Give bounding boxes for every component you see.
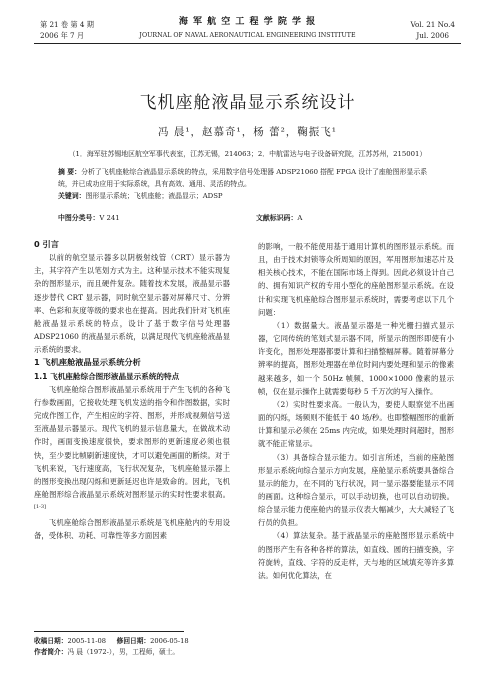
- abstract: [58, 166, 438, 202]
- revised-date: 2006-05-18: [150, 637, 189, 645]
- right-paragraph-2: （1）数据量大。液晶显示器是一种光栅扫描式显示器，它同传统的笔划式显示器不同，所显示的图形即使有小许变化，图形处理器都要计算和扫描整幅屏幕。随着屏幕分辨率的提高，图形处理器在单位时间内要处理和显示的像素越来越多，如一个 50Hz 帧频、1000×1000 像素的显示帧，仅在显示操作上就需要每秒 5 千万次的写入操作。: [258, 320, 454, 396]
- section-0-paragraph: 以前的航空显示器多以阴极射线管（CRT）显示器为主，其字符产生以笔划方式为主。这种显示技术不能实现复杂的图形显示，而且硬件复杂。随着技术发展，液晶显示器逐步替代 CRT 显示器，同时航空显示器对屏幕尺寸、分辨率、色彩和灰度等级的要求也在提高。因此我们针对飞机座舱液晶显示系统的特点，设计了基于数字信号处理器 ADSP21060 的液晶显示系统，以满足现代飞机座舱液晶显示系统的要求。: [34, 253, 230, 355]
- footnote-dates: [34, 636, 189, 647]
- received-label: 收稿日期：: [34, 637, 68, 645]
- keywords-line: [58, 190, 438, 202]
- issue-date-en: Jul. 2006: [416, 31, 449, 40]
- journal-title-en: JOURNAL OF NAVAL AERONAUTICAL ENGINEERING INSTITUTE: [139, 32, 356, 39]
- volume-issue: 第 21 卷 第 4 期: [40, 20, 94, 29]
- section-1-1-text: 飞机座舱综合图形液晶显示系统用于产生飞机的各种飞行参数画面，它接收处理飞机发送的指令和作图数据，实时完成作图工作，产生相应的字符、图形，并形成视频信号送至液晶显示器显示。现代飞机的显示信息量大，在做战术动作时，画面变换速度很快，要求图形的更新速度必须也很快，至少要比帧刷新速度快，才可以避免画面的断续。对于飞机来说，飞行速度高，飞行状况复杂，飞机座舱显示器上的图形变换出现闪烁和更新延迟也许是致命的。因此，飞机座舱图形综合液晶显示系统对图形显示的实时性要求很高。: [34, 384, 230, 499]
- left-column: [34, 238, 230, 542]
- header-rule: [34, 43, 461, 44]
- issue-date: 2006 年 7 月: [40, 31, 85, 40]
- abstract-paragraph: [58, 166, 438, 190]
- doc-code-line: [256, 212, 302, 222]
- footnote-rule: [34, 631, 184, 632]
- section-1-1-paragraph-2: 飞机座舱综合图形液晶显示系统是飞机座舱内的专用设备，受体积、功耗、可靠性等多方面因素: [34, 517, 230, 540]
- right-paragraph-5: （4）算法复杂。基于液晶显示的座舱图形显示系统中的图形产生有各种各样的算法，如直线、圆的扫描变换，字符旋转，直线、字符的反走样，天与地的区域填充等许多算法。如何优化算法，在: [258, 531, 454, 580]
- author-list: 冯 晨¹，赵慕奇¹，杨 蕾²，鞠振飞¹: [157, 126, 337, 138]
- keywords-label: 关键词：: [58, 192, 86, 200]
- right-paragraph-1: 的影响，一般不能使用基于通用计算机的图形显示系统。而且，由于技术封锁等众所周知的原因，军用图形加速芯片及相关核心技术，不能在国际市场上得到。因此必须设计自己的、拥有知识产权的专用小型化的座舱图形显示系统。在设计和实现飞机座舱综合图形显示系统时，需要考虑以下几个问题：: [258, 242, 454, 317]
- abstract-text: 分析了飞机座舱综合液晶显示系统的特点，采用数字信号处理器 ADSP21060 搭配 FPGA 设计了座舱图形显示系统，并已成功应用于实际系统，具有高效、通用、灵活的特点。: [58, 168, 428, 188]
- footnote-author: [34, 647, 189, 658]
- volume-issue-en: Vol. 21 No.4: [410, 20, 455, 29]
- received-date: 2005-11-08: [67, 637, 106, 645]
- doc-code-label: 文献标识码：: [256, 214, 298, 222]
- revised-label: 修回日期：: [116, 637, 151, 645]
- abstract-label: 摘 要：: [58, 168, 82, 176]
- right-paragraph-3: （2）实时性要求高。一般认为，要使人眼察觉不出画面的闪烁，场频则不能低于 40 场/秒。也即整幅图形的重新计算和显示必须在 25ms 内完成，如果处理时间超时，图形就不能正常显示。: [258, 399, 454, 449]
- section-1-heading: 1 飞机座舱液晶显示系统分析: [34, 357, 141, 368]
- classification-value: V 241: [99, 214, 120, 222]
- doc-code-value: A: [297, 214, 303, 222]
- classification-line: [58, 212, 120, 222]
- right-paragraph-4: （3）具备综合显示能力。如引言所述，当前的座舱图形显示系统向综合显示方向发展，座舱显示系统要具备综合显示的能力，在不同的飞行状况，同一显示器要能显示不同的画面。这种综合显示，可以手动切换，也可以自动切换。综合显示能力使座舱内的显示仪表大幅减少，大大减轻了飞行员的负担。: [258, 452, 454, 528]
- right-column: [258, 240, 454, 582]
- section-0-heading: 0 引言: [34, 239, 59, 249]
- author-info: 冯 晨（1972-），男，工程师，硕士。: [67, 648, 180, 656]
- journal-title-cn: 海 军 航 空 工 程 学 院 学 报: [178, 17, 317, 27]
- classification-label: 中图分类号：: [58, 214, 100, 222]
- footnote: [34, 636, 189, 658]
- citation-ref: [1-3]: [34, 504, 46, 511]
- keywords-text: 图形显示系统；飞机座舱；液晶显示；ADSP: [85, 192, 223, 200]
- section-1-1-heading: 1.1 飞机座舱综合图形液晶显示系统的特点: [34, 371, 180, 381]
- affiliations: （1．海军驻苏锡地区航空军事代表室，江苏无锡，214063；2．中航雷达与电子设备研究院，江苏苏州，215001）: [68, 150, 427, 158]
- author-info-label: 作者简介：: [34, 648, 68, 656]
- paper-title: 飞机座舱液晶显示系统设计: [139, 93, 356, 113]
- section-1-1-paragraph-1: [34, 383, 230, 516]
